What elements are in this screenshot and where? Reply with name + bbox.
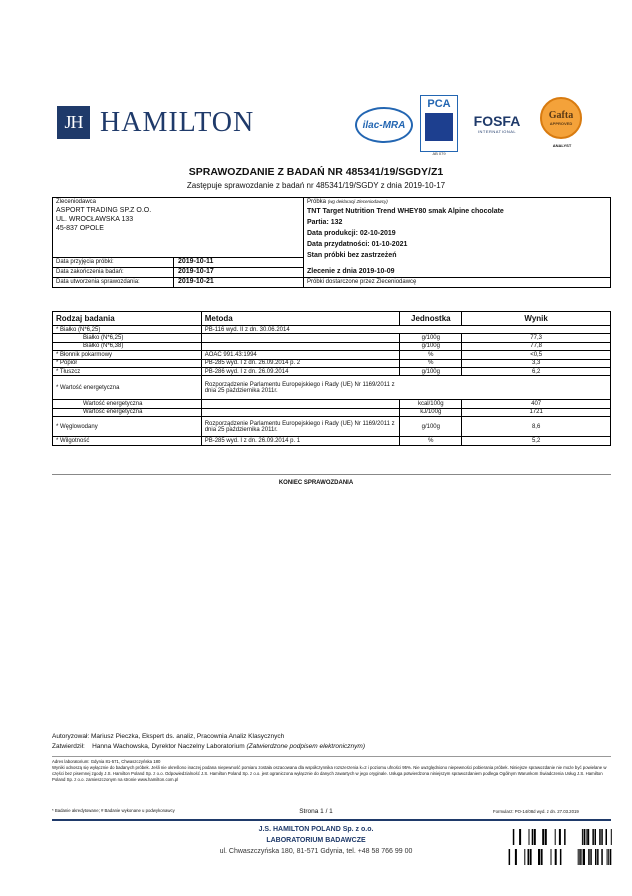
sample-state: Stan próbki bez zastrzeżeń [307, 252, 397, 259]
gafta-analyst-label: ANALYST [552, 143, 572, 148]
row-name: * Błonnik pokarmowy [53, 351, 202, 359]
row-unit: % [400, 351, 462, 359]
table-row [53, 334, 611, 342]
fosfa-subtext: INTERNATIONAL [477, 129, 517, 134]
header-unit: Jednostka [400, 312, 462, 326]
row-result: 3,3 [462, 359, 611, 367]
row-unit: g/100g [400, 334, 462, 342]
divider [52, 756, 611, 757]
row-method: Rozporządzenie Parlamentu Europejskiego i Rady (UE) Nr 1169/2011 z dnia 25 października 2011r. [201, 417, 400, 437]
row-method: PB-116 wyd. II z dn. 30.06.2014 [201, 326, 610, 334]
approved-by [52, 743, 365, 750]
fosfa-logo: FOSFA [473, 113, 521, 129]
header-result: Wynik [462, 312, 611, 326]
sample-production-date: Data produkcji: 02-10-2019 [307, 230, 396, 237]
page-number: Strona 1 / 1 [299, 808, 333, 815]
row-result: 8,6 [462, 417, 611, 437]
row-result: 5,2 [462, 437, 611, 445]
date-value-finished: 2019-10-17 [178, 268, 214, 275]
row-method: PB-286 wyd. I z dn. 26.09.2014 [201, 367, 400, 375]
results-table [52, 311, 611, 446]
row-method: AOAC 991.43:1994 [201, 351, 400, 359]
date-label-created: Data utworzenia sprawozdania: [56, 279, 140, 285]
row-unit: kJ/100g [400, 408, 462, 416]
table-row [53, 351, 611, 359]
row-result: <0,5 [462, 351, 611, 359]
disclaimer-text: Wyniki odnoszą się wyłącznie do badanych próbek. Jeśli nie określono inaczej podana niepewność pomiaru została oszacowana dla współczynnika rozszerzenia k=2 i poziomu ufności 95%. Nie uwzględniono niepewności pobierania próbek. Niniejsze sprawozdanie nie może być powielane w części bez pisemnej zgody J.S. Hamilton Poland Sp. z o.o. Odpowiedzialność J.S. Hamilton Poland Sp. z o.o. jest ograniczona wyłącznie do danych zawartych w jego oryginale. Usługa potwierdzona niniejszym sprawozdaniem podlega Ogólnym Warunkom Świadczenia Usług J.S. Hamilton Poland Sp. z o.o. zamieszczonym na stronie www.hamilton.com.pl [52, 765, 607, 783]
row-name: * Popiół [53, 359, 202, 367]
pca-code: AB 079 [432, 151, 446, 156]
date-label-received: Data przyjęcia próbki: [56, 259, 114, 265]
table-row [53, 437, 611, 445]
row-name: * Wilgotność [53, 437, 202, 445]
table-row [53, 400, 611, 408]
date-value-received: 2019-10-11 [178, 258, 214, 265]
row-method [201, 400, 400, 408]
row-result: 77,8 [462, 342, 611, 350]
row-name: Wartość energetyczna [53, 400, 202, 408]
header-test-type: Rodzaj badania [53, 312, 202, 326]
row-method-text: Rozporządzenie Parlamentu Europejskiego i Rady (UE) Nr 1169/2011 z dnia 25 października 2011r. [204, 381, 395, 394]
row-name: * Białko (N*6,25) [53, 326, 202, 334]
ilac-mra-logo: ilac-MRA [355, 107, 413, 143]
lab-name: LABORATORIUM BADAWCZE [266, 837, 366, 844]
end-of-report: KONIEC SPRAWOZDANIA [278, 480, 354, 486]
hamilton-logo-icon: JH [57, 106, 90, 139]
row-result: 1721 [462, 408, 611, 416]
table-row [53, 408, 611, 416]
accreditation-legend: * Badanie akredytowane; # Badanie wykonane u podwykonawcy [52, 808, 175, 813]
barcode-icon [507, 829, 612, 845]
client-name: ASPORT TRADING SP.Z O.O. [56, 207, 152, 214]
row-name: Wartość energetyczna [53, 408, 202, 416]
sample-delivery: Próbki dostarczone przez Zleceniodawcę [307, 279, 417, 285]
approved-label: Zatwierdził: [52, 743, 85, 750]
footer-rule [52, 819, 611, 821]
table-row [53, 359, 611, 367]
table-row [53, 376, 611, 400]
sample-label [307, 199, 388, 205]
form-number: Formularz: PO-14/08d wyd. z dn. 27.03.2019 [493, 809, 579, 814]
gafta-logo [540, 97, 582, 139]
row-unit: % [400, 359, 462, 367]
sample-label-text: Próbka [307, 199, 327, 205]
table-row [53, 417, 611, 437]
company-contact: ul. Chwaszczyńska 180, 81-571 Gdynia, tel. +48 58 766 99 00 [219, 848, 413, 855]
row-unit: kcal/100g [400, 400, 462, 408]
date-label-finished: Data zakończenia badań: [56, 269, 124, 275]
row-result: 6,2 [462, 367, 611, 375]
row-method [201, 342, 400, 350]
client-address-2: 45-837 OPOLE [56, 225, 104, 232]
row-method: PB-285 wyd. I z dn. 26.09.2014 p. 2 [201, 359, 400, 367]
order-date: Zlecenie z dnia 2019-10-09 [307, 268, 395, 275]
report-subtitle: Zastępuje sprawozdanie z badań nr 485341/19/SGDY z dnia 2019-10-17 [186, 181, 446, 190]
report-info-box [52, 197, 611, 288]
row-result: 407 [462, 400, 611, 408]
barcode-icon [507, 849, 612, 865]
lab-address: Adres laboratorium: Gdynia 81-571, Chwaszczyńska 180 [52, 759, 161, 764]
row-unit: g/100g [400, 417, 462, 437]
gafta-approved: APPROVED [549, 121, 573, 126]
approved-note: (Zatwierdzone podpisem elektronicznym) [246, 743, 365, 750]
header-method: Metoda [201, 312, 400, 326]
report-title: SPRAWOZDANIE Z BADAŃ NR 485341/19/SGDY/Z1 [188, 166, 444, 178]
sample-name: TNT Target Nutrition Trend WHEY80 smak Alpine chocolate [307, 208, 504, 215]
row-name: Białko (N*6,38) [53, 342, 202, 350]
divider [52, 474, 611, 475]
row-method: PB-285 wyd. I z dn. 26.09.2014 p. 1 [201, 437, 400, 445]
table-row [53, 342, 611, 350]
client-address-1: UL. WROCŁAWSKA 133 [56, 216, 134, 223]
row-unit: g/100g [400, 367, 462, 375]
row-name: * Wartość energetyczna [53, 376, 202, 400]
row-name: * Tłuszcz [53, 367, 202, 375]
row-method [201, 334, 400, 342]
pca-emblem-icon [425, 113, 453, 141]
row-method [201, 376, 610, 400]
authorized-by: Autoryzował: Mariusz Pieczka, Ekspert ds. analiz, Pracownia Analiz Klasycznych [52, 733, 285, 740]
company-name: J.S. HAMILTON POLAND Sp. z o.o. [258, 826, 374, 833]
row-unit: g/100g [400, 342, 462, 350]
row-result: 77,3 [462, 334, 611, 342]
approved-name: Hanna Wachowska, Dyrektor Naczelny Laboratorium [92, 743, 245, 750]
row-method [201, 408, 400, 416]
table-row [53, 367, 611, 375]
sample-expiry-date: Data przydatności: 01-10-2021 [307, 241, 408, 248]
pca-text: PCA [427, 98, 451, 110]
date-value-created: 2019-10-21 [178, 278, 214, 285]
row-name: * Węglowodany [53, 417, 202, 437]
pca-accreditation-logo [420, 95, 458, 152]
gafta-text: Gafta [548, 110, 574, 121]
hamilton-logo-text: HAMILTON [100, 107, 255, 138]
row-name: Białko (N*6,25) [53, 334, 202, 342]
table-row [53, 326, 611, 334]
row-unit: % [400, 437, 462, 445]
client-label: Zleceniodawca [56, 199, 97, 205]
sample-label-note: (wg deklaracji Zleceniodawcy) [327, 199, 388, 204]
sample-batch: Partia: 132 [307, 219, 343, 226]
